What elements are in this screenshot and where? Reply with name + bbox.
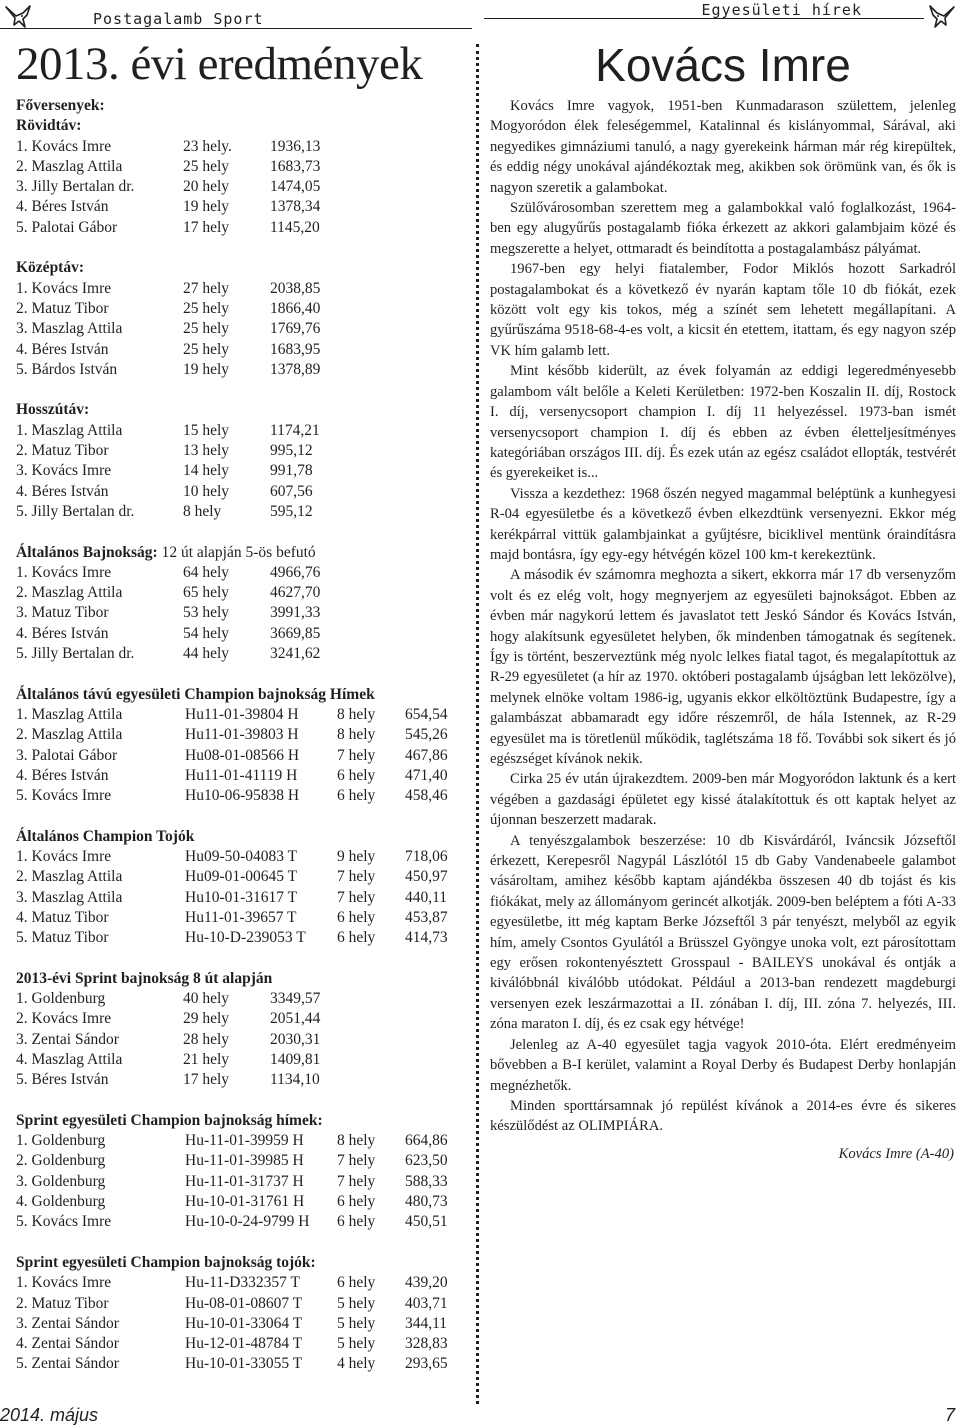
result-score: 3241,62 (270, 645, 321, 663)
header-rule-left (0, 28, 472, 29)
result-name: 5. Béres István (16, 1071, 109, 1089)
result-score: 623,50 (405, 1152, 448, 1170)
result-score: 2030,31 (270, 1030, 321, 1048)
result-row (16, 137, 476, 157)
result-name: 4. Béres István (16, 766, 109, 784)
ring-number: Hu-08-01-08607 T (185, 1294, 303, 1312)
result-row (16, 1050, 476, 1070)
result-name: 2. Matuz Tibor (16, 442, 109, 460)
spacer (16, 664, 476, 684)
result-count: 19 hely (183, 198, 230, 216)
ring-number: Hu11-01-39803 H (185, 726, 299, 744)
result-score: 991,78 (270, 462, 313, 480)
pigeon-icon (3, 3, 33, 31)
result-row (16, 867, 476, 887)
result-score: 718,06 (405, 847, 448, 865)
result-count: 13 hely (183, 442, 230, 460)
result-score: 1683,73 (270, 157, 321, 175)
result-score: 1769,76 (270, 320, 321, 338)
result-name: 2. Matuz Tibor (16, 1294, 109, 1312)
result-name: 5. Matuz Tibor (16, 929, 109, 947)
result-name: 2. Goldenburg (16, 1152, 106, 1170)
result-score: 607,56 (270, 482, 313, 500)
ring-number: Hu10-06-95838 H (185, 787, 300, 805)
section-heading: Rövidtáv: (16, 117, 82, 135)
result-score: 595,12 (270, 502, 313, 520)
result-count: 10 hely (183, 482, 230, 500)
result-count: 6 hely (337, 908, 376, 926)
result-count: 28 hely (183, 1030, 230, 1048)
result-name: 1. Maszlag Attila (16, 705, 123, 723)
result-name: 4. Matuz Tibor (16, 908, 109, 926)
spacer (16, 1091, 476, 1111)
result-row (16, 746, 476, 766)
spacer (16, 522, 476, 542)
result-row (16, 1009, 476, 1029)
article-paragraph: Cirka 25 év után újrakezdtem. 2009-ben már Mogyoródon laktunk és a kert végében a gazdasági épületet egy kissé átalakítottuk és ott kaptak helyet az újonnan beszerzett madarak. (490, 771, 956, 829)
results-body (16, 116, 476, 1374)
result-name: 4. Béres István (16, 624, 109, 642)
result-score: 545,26 (405, 726, 448, 744)
result-name: 1. Kovács Imre (16, 847, 112, 865)
result-name: 3. Zentai Sándor (16, 1030, 119, 1048)
result-row (16, 725, 476, 745)
article-column (490, 40, 956, 1165)
result-count: 7 hely (337, 1152, 376, 1170)
result-name: 3. Goldenburg (16, 1172, 106, 1190)
ring-number: Hu-11-01-39959 H (185, 1132, 304, 1150)
result-count: 64 hely (183, 563, 230, 581)
result-score: 2038,85 (270, 279, 321, 297)
result-score: 995,12 (270, 442, 313, 460)
section-heading: Sprint egyesületi Champion bajnokság tojók: (16, 1253, 316, 1271)
result-row (16, 563, 476, 583)
result-score: 654,54 (405, 705, 448, 723)
ring-number: Hu-12-01-48784 T (185, 1335, 303, 1353)
issue-date: 2014. május (0, 1405, 99, 1425)
main-races-heading: Főversenyek: (16, 97, 105, 114)
result-score: 1378,89 (270, 360, 321, 378)
result-count: 44 hely (183, 645, 230, 663)
result-row (16, 177, 476, 197)
result-score: 1145,20 (270, 218, 320, 236)
result-name: 5. Palotai Gábor (16, 218, 118, 236)
result-name: 3. Jilly Bertalan dr. (16, 178, 135, 196)
article-paragraph: 1967-ben egy helyi fiatalember, Fodor Miklós hozott Sarkadról postagalambokat és a következő év nyarán kaptam tőle 10 db fiókát, ezek között volt egy kis tokos, még a színét sem lehetett megállapítani. A gyűrűszáma 9518-68-4-es volt, a kicsit én etettem, itattam, és egy nagyon szép VK hím galamb lett. (490, 261, 956, 359)
result-row (16, 279, 476, 299)
article-paragraph: A tenyészgalambok beszerzése: 10 db Kisvárdáról, Iváncsik Józseftől érkezett, Kerepesről Nagypál Lászlótól 15 db Gaby Vandenabeele galambot vásároltam, amihez később kaptam ajándékba összesen 40 db tojást és kis fiókákat, mely az állományom gerincét alkotják. 2009-ben beléptem a fóti A-33 egyesületbe, itt még kaptam Berke Józseftől 3 pár tenyészt, melyből az egyik hím, amely Csontos Gyulától a Brüsszel Gyöngye unoka volt, ezt párosítottam egy erősen rokontenyésztett Grosspaul - BAILEYS unokával és ontják a kiválóbbnál kiválóbb utódokat. Például a 2013-ban rendezett magdeburgi versenyen ezek leszármazottai a II. zónában I. díj, III. zóna 7. helyezés, III. zóna maraton I. díj, és ez csak egy hétvége! (490, 832, 956, 1033)
section-heading: Sprint egyesületi Champion bajnokság hímek: (16, 1111, 323, 1129)
result-name: 1. Kovács Imre (16, 279, 112, 297)
result-row (16, 928, 476, 948)
result-count: 65 hely (183, 584, 230, 602)
result-name: 2. Maszlag Attila (16, 157, 123, 175)
result-count: 25 hely (183, 320, 230, 338)
result-score: 450,51 (405, 1213, 448, 1231)
result-count: 8 hely (337, 705, 376, 723)
result-score: 1683,95 (270, 340, 321, 358)
result-row (16, 218, 476, 238)
result-name: 1. Goldenburg (16, 990, 106, 1008)
ring-number: Hu10-01-31617 T (185, 888, 298, 906)
result-count: 9 hely (337, 847, 376, 865)
result-row (16, 1192, 476, 1212)
result-count: 40 hely (183, 990, 230, 1008)
result-score: 450,97 (405, 868, 448, 886)
ring-number: Hu08-01-08566 H (185, 746, 300, 764)
result-name: 3. Matuz Tibor (16, 604, 109, 622)
article-body (490, 96, 956, 1137)
article-paragraph: Szülővárosomban szerettem meg a galambokkal való foglalkozást, 1964-ben egy alugyűrűs postagalamb fióka érkezett az akkori galambjaim közé és megszerette a helyet, ottmaradt és beindította a postagalambász pályámat. (490, 200, 956, 257)
section-heading: Általános Champion Tojók (16, 827, 195, 845)
section-heading: Általános távú egyesületi Champion bajnokság Hímek (16, 685, 375, 703)
result-count: 8 hely (337, 1132, 376, 1150)
result-count: 27 hely (183, 279, 230, 297)
result-score: 4627,70 (270, 584, 321, 602)
result-count: 25 hely (183, 299, 230, 317)
section-heading: 2013-évi Sprint bajnokság 8 út alapján (16, 969, 273, 987)
result-count: 17 hely (183, 1071, 230, 1089)
ring-number: Hu09-50-04083 T (185, 847, 298, 865)
result-name: 5. Bárdos István (16, 360, 118, 378)
article-paragraph: Jelenleg az A-40 egyesület tagja vagyok 2010-óta. Elért eredményeim bővebben a B-I kerület, valamint a Royal Derby és Budapest Derby honlapján megnézhetők. (490, 1036, 956, 1094)
result-score: 664,86 (405, 1132, 448, 1150)
result-row (16, 888, 476, 908)
ring-number: Hu11-01-39657 T (185, 908, 297, 926)
section-heading-subtitle: 12 út alapján 5-ös befutó (157, 543, 316, 561)
result-name: 5. Jilly Bertalan dr. (16, 645, 135, 663)
result-count: 17 hely (183, 218, 230, 236)
result-name: 4. Béres István (16, 482, 109, 500)
result-row (16, 908, 476, 928)
result-count: 4 hely (337, 1355, 376, 1373)
section-heading: Középtáv: (16, 259, 85, 277)
result-row (16, 1294, 476, 1314)
article-title: Kovács Imre (595, 39, 851, 91)
result-score: 471,40 (405, 766, 448, 784)
result-name: 2. Maszlag Attila (16, 726, 123, 744)
result-score: 2051,44 (270, 1010, 321, 1028)
result-count: 7 hely (337, 888, 376, 906)
result-row (16, 1314, 476, 1334)
result-name: 5. Zentai Sándor (16, 1355, 119, 1373)
result-name: 1. Maszlag Attila (16, 421, 123, 439)
result-count: 8 hely (337, 726, 376, 744)
result-name: 3. Zentai Sándor (16, 1314, 119, 1332)
result-score: 453,87 (405, 908, 448, 926)
result-name: 4. Béres István (16, 340, 109, 358)
result-row (16, 1070, 476, 1090)
ring-number: Hu-10-D-239053 T (185, 929, 306, 947)
article-paragraph: Mint később kiderült, az évek folyamán az eddigi legeredményesebb galambom vált belőle a Keleti Kerületben: 1972-ben Koszalin II. díj, Rostock I. díj, versenycsoport champion I. díj 11 helyezéssel. 1973-ban ismét versenycsoport champion I. díj és ebben az évben életteljesítményes kategóriában országos III. díj. És ezek után az egész családot ellopták, testvérét és gyerekeiket is... (490, 363, 956, 482)
result-count: 29 hely (183, 1010, 230, 1028)
article-paragraph: A második év számomra meghozta a sikert, ekkorra már 17 db versenyzőm volt és ez elég volt, hogy megnyerjem az egyesületi bajnokságot. Ebben az évben már nagykorú lettem és javaslatot tett Jeskó Sándor és Kovács István, hogy alakítsunk egyesületet helyben, ők mindenben támogatnak és segítenek. Így is történt, beszerveztünk még nyolc lelkes fiatal tagot, és megalapítottuk az R-29 egyesületet (a hír az 1970. októberi postagalamb újságban lett leközölve), melynek elnöke voltam 1986-ig, ugyanis ekkor elköltöztünk Budapestre, így a galambászat abbamaradt egy időre részemről, de hála Istennek, az R-29 egyesület ma is töretlenül működik, taglétszáma 18 fő. További sok sikert és jó egészséget kívánok nekik. (490, 567, 956, 767)
result-name: 4. Goldenburg (16, 1193, 106, 1211)
result-row (16, 1212, 476, 1232)
ring-number: Hu-11-D332357 T (185, 1274, 300, 1292)
result-row (16, 786, 476, 806)
result-name: 2. Matuz Tibor (16, 299, 109, 317)
result-count: 21 hely (183, 1050, 230, 1068)
result-count: 6 hely (337, 1193, 376, 1211)
result-score: 440,11 (405, 888, 448, 906)
result-row (16, 603, 476, 623)
result-row (16, 644, 476, 664)
section-heading-title: Általános Bajnokság: (16, 543, 158, 561)
results-title: 2013. évi eredmények (16, 38, 423, 90)
result-row (16, 1273, 476, 1293)
result-row (16, 1131, 476, 1151)
ring-number: Hu-10-01-31761 H (185, 1193, 305, 1211)
result-row (16, 847, 476, 867)
result-name: 3. Maszlag Attila (16, 888, 123, 906)
result-count: 6 hely (337, 787, 376, 805)
result-row (16, 461, 476, 481)
result-row (16, 197, 476, 217)
article-paragraph: Kovács Imre vagyok, 1951-ben Kunmadarason születtem, jelenleg Mogyoródon élek feleségemmel, Katalinnal és kislányommal, Sárával, aki negyedikes gimnáziumi tanuló, a nagy gyerekeink hárman már rég kirepültek, és eddig négy unokával ajándékoztak meg, akikben sok örömünk van, és ők is nagyon szeretik a galambokat. (490, 98, 956, 196)
result-name: 2. Maszlag Attila (16, 584, 123, 602)
ring-number: Hu11-01-41119 H (185, 766, 298, 784)
result-row (16, 319, 476, 339)
spacer (16, 380, 476, 400)
result-row (16, 583, 476, 603)
article-signature: Kovács Imre (A-40) (838, 1145, 954, 1162)
result-score: 480,73 (405, 1193, 448, 1211)
spacer (16, 1233, 476, 1253)
result-score: 414,73 (405, 929, 448, 947)
result-count: 5 hely (337, 1314, 376, 1332)
section-heading (16, 543, 476, 563)
result-score: 403,71 (405, 1294, 448, 1312)
ring-number: Hu-10-01-33064 T (185, 1314, 303, 1332)
result-name: 1. Kovács Imre (16, 1274, 112, 1292)
section-name: Egyesületi hírek (701, 1, 862, 19)
article-paragraph: Vissza a kezdethez: 1968 őszén negyed magammal beléptünk a kunhegyesi R-04 egyesületbe és a következő évben elkezdtünk versenyezni. Ekkor még kerékpárral vittük galambjainkat a gyűjtésre, biciklivel mentünk óraindításra majd bontásra, így egy-egy hétvégén közel 100 km-t kerekeztünk. (490, 485, 956, 563)
result-score: 3669,85 (270, 624, 321, 642)
result-count: 15 hely (183, 421, 230, 439)
result-count: 5 hely (337, 1335, 376, 1353)
ring-number: Hu-10-01-33055 T (185, 1355, 303, 1373)
result-name: 4. Béres István (16, 198, 109, 216)
result-name: 4. Zentai Sándor (16, 1335, 119, 1353)
result-score: 1474,05 (270, 178, 321, 196)
result-name: 5. Jilly Bertalan dr. (16, 502, 135, 520)
result-row (16, 482, 476, 502)
result-score: 467,86 (405, 746, 448, 764)
ring-number: Hu11-01-39804 H (185, 705, 299, 723)
result-count: 54 hely (183, 624, 230, 642)
result-count: 25 hely (183, 340, 230, 358)
result-name: 3. Maszlag Attila (16, 320, 123, 338)
result-row (16, 1030, 476, 1050)
result-count: 6 hely (337, 1213, 376, 1231)
spacer (16, 238, 476, 258)
result-row (16, 421, 476, 441)
spacer (16, 948, 476, 968)
result-score: 1409,81 (270, 1050, 321, 1068)
result-count: 6 hely (337, 1274, 376, 1292)
result-name: 1. Goldenburg (16, 1132, 106, 1150)
result-count: 6 hely (337, 929, 376, 947)
result-name: 1. Kovács Imre (16, 563, 112, 581)
result-row (16, 1151, 476, 1171)
result-score: 1174,21 (270, 421, 320, 439)
result-row (16, 299, 476, 319)
result-score: 588,33 (405, 1172, 448, 1190)
result-count: 19 hely (183, 360, 230, 378)
result-count: 25 hely (183, 157, 230, 175)
result-score: 1936,13 (270, 137, 321, 155)
result-row (16, 502, 476, 522)
result-score: 1866,40 (270, 299, 321, 317)
result-count: 7 hely (337, 1172, 376, 1190)
ring-number: Hu-11-01-31737 H (185, 1172, 304, 1190)
result-name: 4. Maszlag Attila (16, 1050, 123, 1068)
result-name: 3. Kovács Imre (16, 462, 112, 480)
result-row (16, 1334, 476, 1354)
ring-number: Hu-11-01-39985 H (185, 1152, 304, 1170)
results-column (16, 40, 476, 1375)
column-divider (476, 44, 479, 1404)
result-row (16, 989, 476, 1009)
result-count: 14 hely (183, 462, 230, 480)
result-count: 7 hely (337, 868, 376, 886)
result-row (16, 340, 476, 360)
result-row (16, 705, 476, 725)
header-rule-right (484, 18, 924, 19)
pigeon-icon (927, 3, 957, 31)
result-row (16, 766, 476, 786)
spacer (16, 806, 476, 826)
result-score: 3991,33 (270, 604, 321, 622)
result-score: 1378,34 (270, 198, 321, 216)
result-count: 20 hely (183, 178, 230, 196)
result-score: 293,65 (405, 1355, 448, 1373)
ring-number: Hu09-01-00645 T (185, 868, 298, 886)
result-score: 344,11 (405, 1314, 448, 1332)
result-name: 5. Kovács Imre (16, 1213, 112, 1231)
result-count: 8 hely (183, 502, 222, 520)
result-row (16, 360, 476, 380)
result-score: 458,46 (405, 787, 448, 805)
result-row (16, 441, 476, 461)
result-score: 328,83 (405, 1335, 448, 1353)
result-score: 4966,76 (270, 563, 321, 581)
result-count: 5 hely (337, 1294, 376, 1312)
page-number: 7 (944, 1405, 955, 1425)
result-count: 53 hely (183, 604, 230, 622)
result-count: 7 hely (337, 746, 376, 764)
result-name: 5. Kovács Imre (16, 787, 112, 805)
magazine-name: Postagalamb Sport (93, 10, 264, 28)
result-count: 23 hely. (183, 137, 232, 155)
result-score: 439,20 (405, 1274, 448, 1292)
section-heading: Hosszútáv: (16, 401, 90, 419)
result-name: 2. Maszlag Attila (16, 868, 123, 886)
result-name: 2. Kovács Imre (16, 1010, 112, 1028)
result-row (16, 1172, 476, 1192)
result-count: 6 hely (337, 766, 376, 784)
result-score: 3349,57 (270, 990, 321, 1008)
result-name: 1. Kovács Imre (16, 137, 112, 155)
result-row (16, 157, 476, 177)
result-row (16, 1354, 476, 1374)
article-paragraph: Minden sporttársamnak jó repülést kívánok a 2014-es évre és sikeres készülődést az OLIMPIÁRA. (490, 1097, 956, 1135)
result-name: 3. Palotai Gábor (16, 746, 118, 764)
result-row (16, 624, 476, 644)
ring-number: Hu-10-0-24-9799 H (185, 1213, 310, 1231)
result-score: 1134,10 (270, 1071, 320, 1089)
